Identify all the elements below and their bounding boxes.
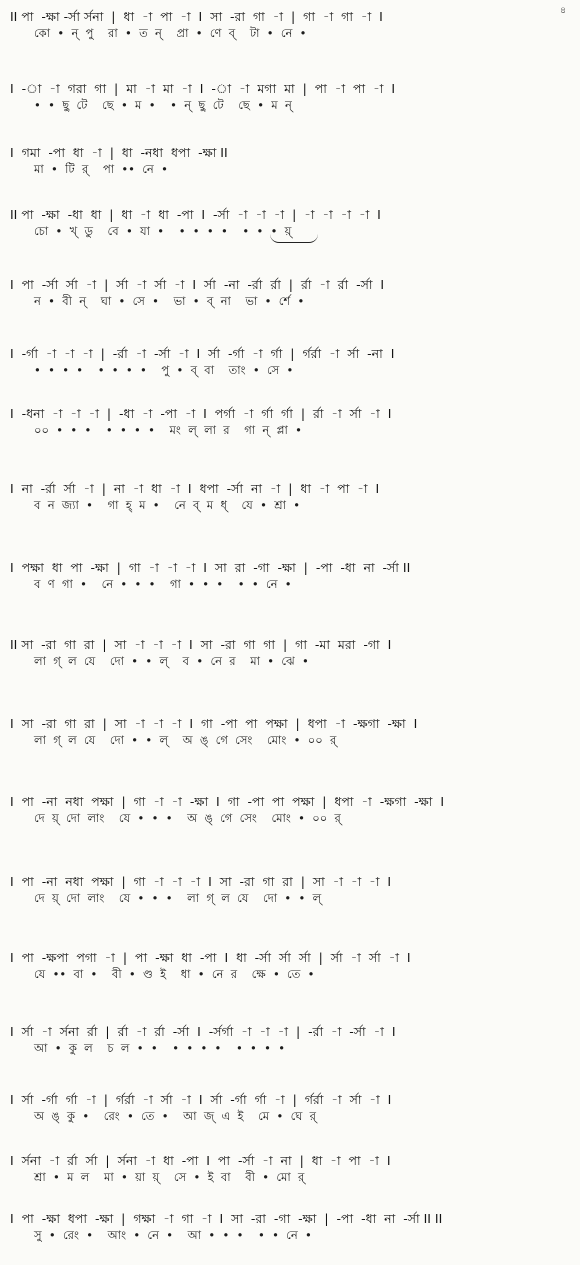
notation-row-8	[0, 480, 580, 513]
lyric-line: শ্রা • ম ল মা • য়া য়্ সে • ই বা বী • মো র্	[34, 1170, 305, 1184]
notation-row-3	[0, 144, 580, 177]
lyric-line: ব ন জ্যা • গা হ্ ম • নে ব্ ম ধ্ যে • শ্রা •	[34, 498, 301, 512]
meend-slur-mark	[270, 234, 318, 243]
lyric-line: কো • ন্ পু রা • ত ন্ প্রা • ণে ব্ টা • নে •	[34, 26, 307, 40]
swar-line: I পা -র্সা র্সা -া | র্সা -া র্সা -া I র্সা -না -র্রা র্রা | র্রা -া র্রা -র্সা I	[10, 277, 385, 292]
swar-line: I সা -রা গা রা | সা -া -া -া I গা -পা পা পক্ষা | ধপা -া -ক্ষগা -ক্ষা I	[10, 716, 418, 731]
notation-row-16	[0, 1091, 580, 1124]
swar-line: I র্সা -া র্সনা র্রা | র্রা -া র্রা -র্সা I -র্সর্গা -া -া -া | -র্রা -া -র্সা -া I	[10, 1024, 396, 1039]
swar-line: I না -র্রা র্সা -া | না -া ধা -া I ধপা -র্সা না -া | ধা -া পা -া I	[10, 481, 380, 496]
notation-row-7	[0, 405, 580, 438]
swar-line: II পা -ক্ষা -র্সা র্সনা | ধা -া পা -া I সা -রা গা -া | গা -া গা -া I	[10, 9, 383, 24]
notation-row-12	[0, 793, 580, 826]
swar-line: I গমা -পা ধা -া | ধা -নধা ধপা -ক্ষা II	[10, 145, 228, 160]
notation-row-4	[0, 206, 580, 239]
swar-line: I পা -না নধা পক্ষা | গা -া -া -া I সা -রা গা রা | সা -া -া -া I	[10, 874, 392, 889]
lyric-line: দে য়্ দো লাং যে • • • অ ঙ্ গে সেং মোং • ০০ র্	[34, 811, 341, 825]
lyric-line: যে •• বা • বী • ণ্ড ই ধা • নে র ক্ষে • তে •	[34, 967, 315, 981]
swar-line: I -র্গা -া -া -া | -র্রা -া -র্সা -া I র্সা -র্গা -া র্গা | র্গর্রা -া র্সা -না I	[10, 346, 395, 361]
lyric-line: • • • • • • • • পু • ব্ বা তাং • সে •	[34, 363, 294, 377]
swar-line: I পা -না নধা পক্ষা | গা -া -া -ক্ষা I গা -পা পা পক্ষা | ধপা -া -ক্ষগা -ক্ষা I	[10, 794, 445, 809]
lyric-line: • • ছু টে ছে • ম • • ন্ ছু টে ছে • ম ন্	[34, 98, 292, 112]
notation-row-5	[0, 276, 580, 309]
lyric-line: মা • টি র্ পা •• নে •	[34, 162, 168, 176]
notation-row-17	[0, 1152, 580, 1185]
notation-row-11	[0, 715, 580, 748]
swar-line: II সা -রা গা রা | সা -া -া -া I সা -রা গা গা | গা -মা মরা -গা I	[10, 637, 392, 652]
swar-line: I পা -ক্ষা ধপা -ক্ষা | গক্ষা -া গা -া I সা -রা -গা -ক্ষা | -পা -ধা না -র্সা II II	[10, 1211, 443, 1226]
lyric-line: সু • রেং • আং • নে • আ • • • • • নে •	[34, 1228, 312, 1242]
swar-line: I -া -া গরা গা | মা -া মা -া I -া -া মগা মা | পা -া পা -া I	[10, 81, 396, 96]
notation-row-9	[0, 559, 580, 592]
swar-line: I র্সনা -া র্রা র্সা | র্সনা -া ধা -পা I পা -র্সা -া না | ধা -া পা -া I	[10, 1153, 391, 1168]
swar-line: I র্সা -র্গা র্গা -া | র্গর্রা -া র্সা -া I র্সা -র্গা র্গা -া | র্গর্রা -া র্সা -া I	[10, 1092, 392, 1107]
notation-row-13	[0, 873, 580, 906]
page-number: ৪	[560, 6, 566, 16]
notation-row-6	[0, 345, 580, 378]
lyric-line: অ ঙ্ কু • রেং • তে • আ জ্ এ ই মে • ঘে র্	[34, 1109, 316, 1123]
notation-row-14	[0, 949, 580, 982]
notation-row-10	[0, 636, 580, 669]
swar-line: I পক্ষা ধা পা -ক্ষা | গা -া -া -া I সা রা -গা -ক্ষা | -পা -ধা না -র্সা II	[10, 560, 411, 575]
lyric-line: ন • বী ন্ ঘা • সে • ভা • ব্ না ভা • র্শে •	[34, 294, 305, 308]
swar-line: I -ধনা -া -া -া | -ধা -া -পা -া I পর্গা -া র্গা র্গা | র্রা -া র্সা -া I	[10, 406, 392, 421]
lyric-line: চো • খ্ ডু বে • যা • • • • • • • • য়্	[34, 224, 292, 238]
lyric-line: আ • কু ল চ ল • • • • • • • • • •	[34, 1041, 286, 1055]
notation-row-15	[0, 1023, 580, 1056]
lyric-line: লা গ্ ল যে দো • • ল্ ব • নে র মা • ঝে •	[34, 654, 309, 668]
lyric-line: দে য়্ দো লাং যে • • • লা গ্ ল যে দো • • ল্	[34, 891, 322, 905]
swar-line: II পা -ক্ষা -ধা ধা | ধা -া ধা -পা I -র্সা -া -া -া | -া -া -া -া I	[10, 207, 381, 222]
lyric-line: লা গ্ ল যে দো • • ল্ অ ঙ্ গে সেং মোং • ০০ র্	[34, 733, 337, 747]
notation-row-1	[0, 8, 580, 41]
notation-row-2	[0, 80, 580, 113]
swar-line: I পা -ক্ষপা পগা -া | পা -ক্ষা ধা -পা I ধা -র্সা র্সা র্সা | র্সা -া র্সা -া I	[10, 950, 411, 965]
lyric-line: ব ণ গা • নে • • • গা • • • • • নে •	[34, 577, 292, 591]
lyric-line: ০০ • • • • • • • মং ল্ লা র গা ন্ প্লা •	[34, 423, 302, 437]
notation-row-18	[0, 1210, 580, 1243]
